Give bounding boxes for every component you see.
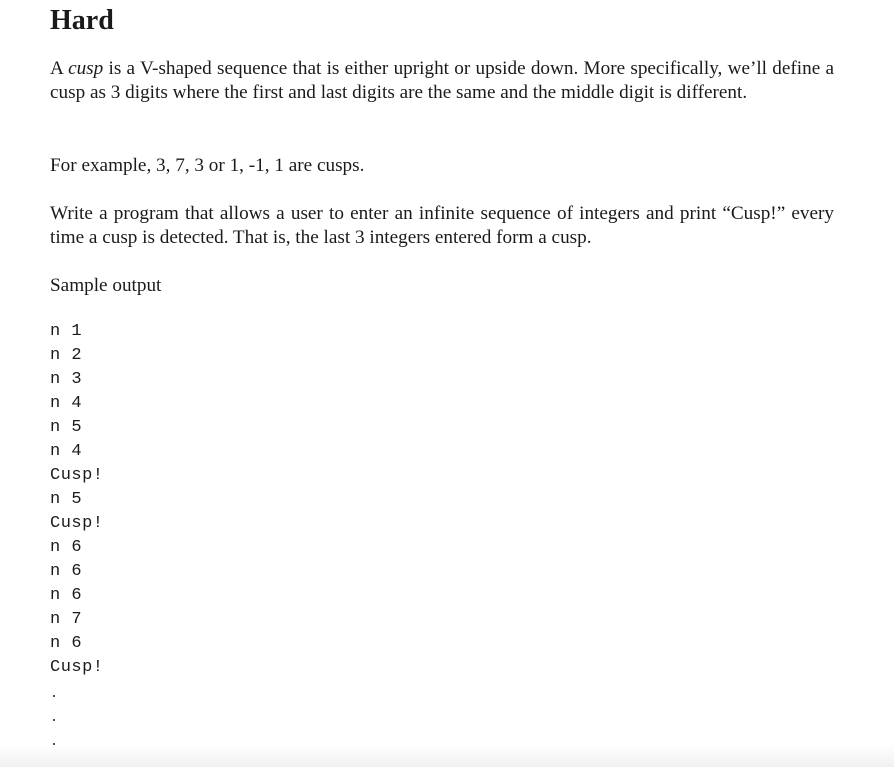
task-paragraph: Write a program that allows a user to enter an infinite sequence of integers and print “Cusp!” every time a cusp is detected. That is, the last 3 integers entered form a cusp. [50, 203, 834, 248]
intro-text-rest: is a V-shaped sequence that is either upright or upside down. More specifically, we’ll define a cusp as 3 digits where the first and last digits are the same and the middle digit is different. [50, 58, 834, 103]
sample-output-block [50, 320, 104, 680]
sample-cusp-line: Cusp! [50, 658, 104, 677]
sample-input-line: n 2 [50, 346, 83, 365]
sample-cusp-line: Cusp! [50, 514, 104, 533]
sample-input-line: n 4 [50, 394, 83, 413]
sample-input-line: n 3 [50, 370, 83, 389]
section-heading: Hard [50, 5, 114, 36]
sample-cusp-line: Cusp! [50, 466, 104, 485]
cusp-term: cusp [68, 58, 104, 79]
sample-input-line: n 1 [50, 322, 83, 341]
cusp-definition-paragraph [50, 57, 834, 105]
sample-input-line: n 5 [50, 490, 83, 509]
page-bottom-shade [0, 745, 894, 767]
example-paragraph: For example, 3, 7, 3 or 1, -1, 1 are cusps. [50, 155, 365, 176]
sample-input-line: n 7 [50, 610, 83, 629]
sample-output-label: Sample output [50, 275, 162, 296]
sample-input-line: n 6 [50, 586, 83, 605]
sample-input-line: n 6 [50, 538, 83, 557]
intro-text-start: A [50, 58, 69, 79]
sample-input-line: n 5 [50, 418, 83, 437]
ellipsis-dot [53, 695, 55, 697]
sample-input-line: n 6 [50, 634, 83, 653]
sample-input-line: n 4 [50, 442, 83, 461]
sample-input-line: n 6 [50, 562, 83, 581]
ellipsis-dot [53, 719, 55, 721]
